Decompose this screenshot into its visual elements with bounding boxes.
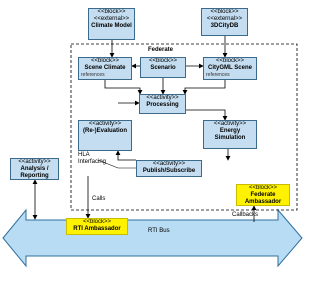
block-rti-ambassador[interactable]: [66, 218, 128, 235]
rti-bus-label: RTI Bus: [148, 228, 170, 234]
activity-name: Publish/Subscribe: [142, 168, 196, 174]
stereotype-label: <<activity>>: [18, 159, 51, 165]
block-name: Scenario: [150, 65, 176, 71]
block-name: CityGML Scene: [208, 65, 252, 71]
block-name: 3DCityDB: [210, 23, 239, 29]
connector-citygml-to-processing: [185, 80, 225, 94]
block-scenario[interactable]: [140, 57, 186, 78]
block-3dcitydb[interactable]: [201, 8, 248, 36]
block-name: Climate Model: [91, 23, 132, 29]
block-name: Federate Ambassador: [244, 192, 282, 205]
activity-processing[interactable]: [139, 94, 186, 114]
federate-label: Federate: [148, 47, 174, 53]
activity-name: Analysis / Reporting: [20, 166, 49, 179]
stereotype-label: <<block>>: [148, 58, 178, 64]
block-federate-ambassador[interactable]: [236, 184, 290, 206]
connector-scene-to-processing: [105, 80, 140, 94]
callbacks-label: Callbacks: [232, 212, 259, 218]
stereotype-label: <<external>>: [93, 16, 130, 22]
stereotype-label: <<block>>: [248, 185, 278, 191]
stereotype-label: <<external>>: [206, 16, 243, 22]
activity-reevaluation[interactable]: [78, 120, 132, 151]
stereotype-label: <<block>>: [210, 9, 239, 15]
activity-name: Processing: [146, 102, 179, 108]
block-compartment: references: [81, 72, 105, 78]
stereotype-label: <<activity>>: [213, 121, 247, 127]
hla-interfacing-label: HLA Interfacing: [78, 152, 107, 165]
connector-publish-to-reevaluation: [118, 151, 136, 160]
activity-publish-subscribe[interactable]: [136, 160, 202, 177]
stereotype-label: <<block>>: [82, 219, 112, 225]
stereotype-label: <<activity>>: [152, 161, 186, 167]
activity-name: (Re-)Evaluation: [82, 128, 127, 134]
stereotype-label: <<block>>: [97, 9, 126, 15]
block-name: RTI Ambassador: [73, 226, 121, 232]
block-scene-climate[interactable]: [78, 57, 132, 80]
stereotype-label: <<block>>: [90, 58, 120, 64]
activity-energy-simulation[interactable]: [203, 120, 257, 149]
stereotype-label: <<activity>>: [146, 95, 179, 101]
stereotype-label: <<activity>>: [88, 121, 122, 127]
block-name: Scene Climate: [84, 65, 126, 71]
activity-name: Energy Simulation: [214, 128, 246, 141]
block-compartment: references: [206, 72, 230, 78]
activity-analysis-reporting[interactable]: [10, 158, 59, 180]
stereotype-label: <<block>>: [215, 58, 245, 64]
calls-label: Calls: [92, 196, 106, 202]
block-citygml-scene[interactable]: [203, 57, 257, 80]
block-climate-model[interactable]: [88, 8, 135, 40]
connector-processing-to-energy: [186, 110, 225, 120]
